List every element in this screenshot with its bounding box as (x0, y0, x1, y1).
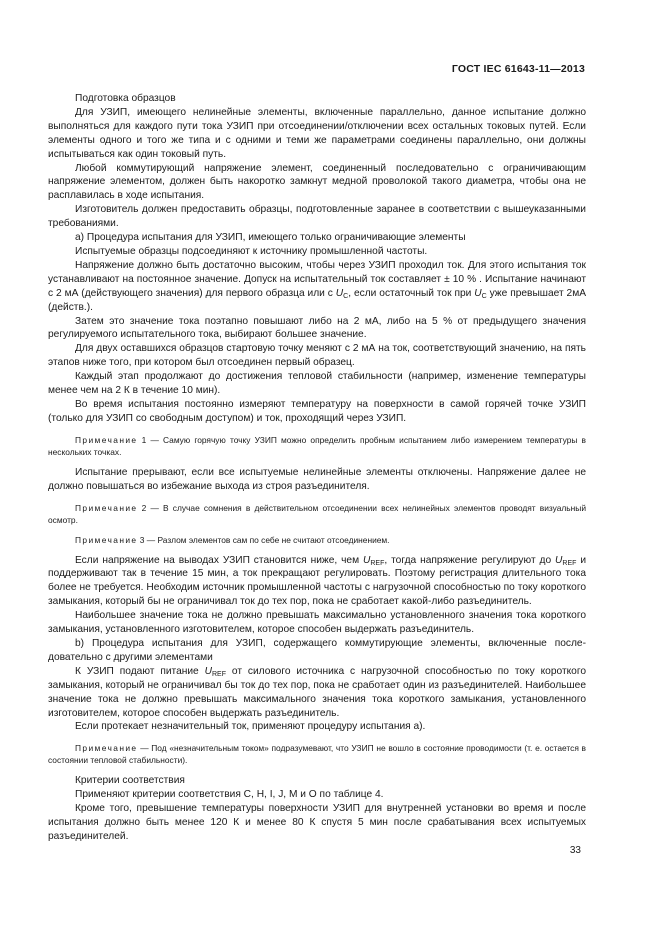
paragraph: Применяют критерии соответствия С, Н, I, J, М и О по таблице 4. (75, 789, 384, 801)
procedure-a-heading: а) Процедура испытания для УЗИП, имеющего только ограничивающие элементы (75, 232, 466, 244)
paragraph: Испытуемые образцы подсоединяют к источнику промышленной частоты. (75, 245, 428, 257)
page-number: 33 (569, 845, 581, 856)
paragraph: Кроме того, превышение температуры поверхности УЗИП для внутренней установки во время и после испытания должно быть менее 120 К и менее 80 К спустя 5 мин после срабатывания всех испытуемых разъединителей. (48, 803, 586, 842)
standard-header: ГОСТ IEC 61643-11—2013 (451, 63, 585, 75)
paragraph-supply: К УЗИП подают питание $U_{REF}$ от силового источника с нагрузочной способностью по току короткого замыкания, который не ограничивал бы ток до тех пор, пока не сработает один из разъединителей. Наибольшее значение тока не должно превышать максимального значения тока короткого замыкания, установленного изготовителем, которое способен выдержать разъединитель. (48, 665, 587, 719)
section-heading-compliance-criteria: Критерии соответствия (75, 775, 185, 787)
paragraph: Любой коммутирующий напряжение элемент, соединенный последовательно с ограничивающим напряжение элементом, должен быть накоротко замкнут медной проволокой такого диаметра, чтобы она не расплавилась в ходе испытания. (48, 162, 586, 202)
paragraph: Наибольшее значение тока не должно превышать максимально установленного значения тока короткого замыкания, установленного изготовителем, которое способен выдержать разъединитель. (48, 610, 586, 636)
document-body (48, 92, 586, 844)
note-4: Примечание — Под «незначительным током» подразумевают, что УЗИП не вошло в состояние проводимости (т. е. остается в состоянии тепловой стабильности). (48, 743, 587, 766)
note-2: Примечание 2 — В случае сомнения в действительном отсоединении всех нелинейных элементов проводят визуальный осмотр. (48, 502, 586, 525)
paragraph: Во время испытания постоянно измеряют температуру на поверхности в самой горячей точке УЗИП (только для УЗИП со свободным доступом) и ток, проходящий через УЗИП. (48, 398, 586, 424)
paragraph-voltage: Напряжение должно быть достаточно высоким, чтобы через УЗИП проходил ток. Для этого испытания ток устанавливают на постоянное значение. Допуск на испытательный ток составляет ± 10 % . Испытание начинают с 2 мА (действующего значения) для первого образца или с $U_С$, если остаточный ток при $U_С$ уже превышает 2мА (действ.). (48, 259, 586, 313)
paragraph: Затем это значение тока поэтапно повышают либо на 2 мА, либо на 5 % от предыдущего значения регулируемого испытательного тока, выбирают большее значение. (48, 315, 586, 341)
section-heading-sample-preparation: Подготовка образцов (75, 93, 176, 104)
procedure-b-heading: b) Процедура испытания для УЗИП, содержащего коммутирующие элементы, включенные последовательно с другими элементами (48, 638, 586, 663)
paragraph: Испытание прерывают, если все испытуемые нелинейные элементы отключены. Напряжение далее не должно повышаться во избежание выхода из строя разъединителя. (48, 466, 586, 492)
paragraph: Каждый этап продолжают до достижения тепловой стабильности (например, изменение температуры менее чем на 2 К в течение 10 мин). (48, 371, 586, 397)
paragraph: Для УЗИП, имеющего нелинейные элементы, включенные параллельно, данное испытание должно выполняться для каждого пути тока УЗИП при отсоединении/отключении всех остальных токовых путей. Если элементы одного и того же типа и с одними и теми же параметрами соединены параллельно, они должны испытываться как один токовый путь. (48, 106, 586, 160)
note-1: Примечание 1 — Самую горячую точку УЗИП можно определить пробным испытанием либо измерением температуры в нескольких точках. (48, 434, 587, 457)
paragraph: Изготовитель должен предоставить образцы, подготовленные заранее в соответствии с вышеуказанными требованиями. (48, 204, 586, 230)
paragraph: Если протекает незначительный ток, применяют процедуру испытания а). (75, 721, 426, 733)
paragraph: Для двух оставшихся образцов стартовую точку меняют с 2 мА на ток, соответствующий значению, на пять этапов ниже того, при котором был отсоединен первый образец. (48, 343, 586, 369)
paragraph-uref: Если напряжение на выводах УЗИП становится ниже, чем $U_{REF}$, тогда напряжение регулируют до $U_{REF}$ и поддерживают так в течение 15 мин, а ток прекращают регулировать. Поэтому регистрация длительного тока более не требуется. Необходим источник промышленной частоты с нагрузочной способностью по току короткого замыкания, который бы не ограничивал ток до тех пор, пока не сработает какой-либо разъединитель. (48, 554, 587, 608)
note-3: Примечание 3 — Разлом элементов сам по себе не считают отсоединением. (75, 534, 390, 545)
